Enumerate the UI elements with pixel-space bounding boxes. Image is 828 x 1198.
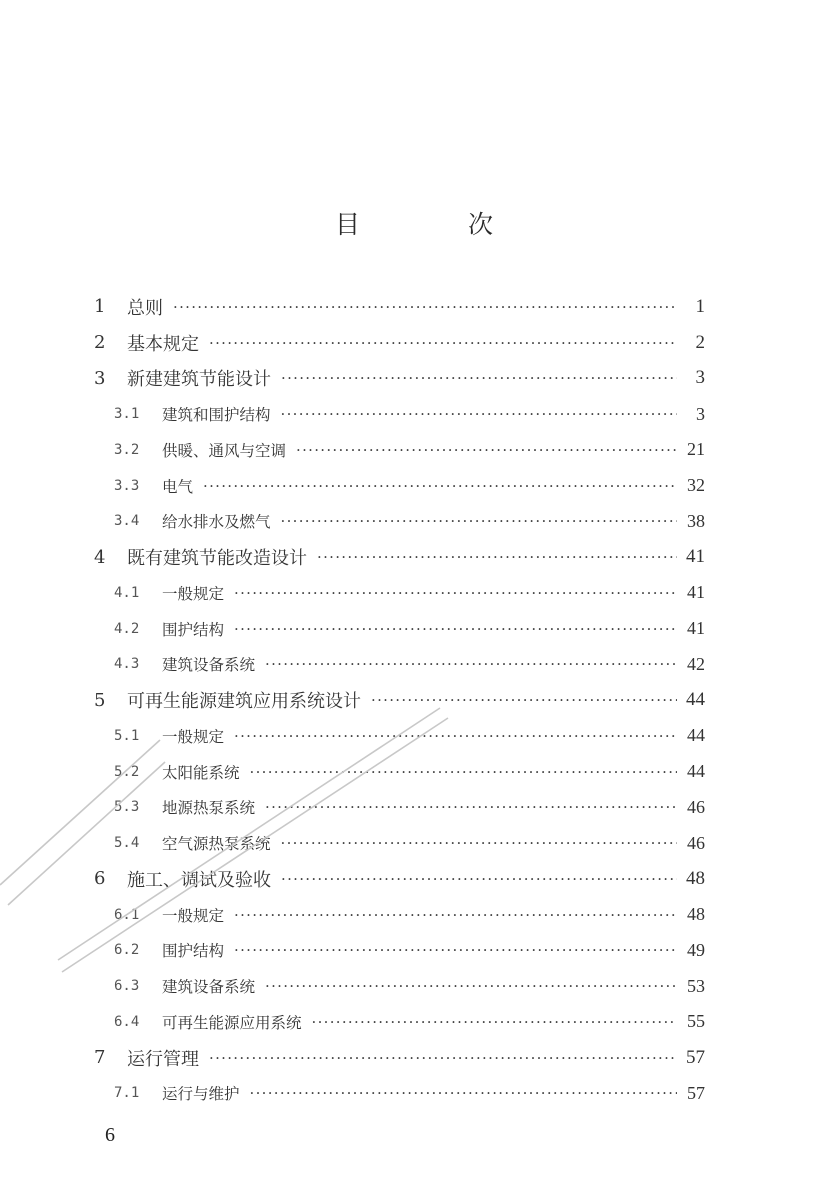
toc-entry-number: 5 [94, 689, 106, 711]
toc-entry-page: 21 [687, 439, 705, 460]
toc-entry-number: 4 [94, 546, 106, 568]
toc-leader-dots [234, 611, 677, 647]
toc-entry-page: 41 [686, 546, 705, 568]
toc-entry-number: 6 [94, 868, 106, 890]
toc-leader-dots [317, 539, 677, 575]
toc-entry-page: 2 [695, 331, 705, 353]
toc-entry-label: 一般规定 [162, 727, 225, 746]
toc-leader-dots [281, 361, 677, 397]
toc-entry-label: 建筑和围护结构 [162, 406, 271, 425]
toc-entry[interactable] [94, 325, 705, 361]
toc-entry[interactable] [94, 682, 705, 718]
toc-entry-label: 总则 [127, 297, 163, 319]
toc-entry-page: 41 [687, 582, 705, 603]
toc-leader-dots [234, 933, 677, 969]
toc-entry-label: 太阳能系统 [162, 763, 240, 782]
toc-entry-number: 7.1 [114, 1085, 140, 1102]
toc-entry-number: 6.1 [114, 906, 140, 923]
toc-entry[interactable] [94, 289, 705, 325]
toc-entry-label: 给水排水及燃气 [162, 513, 271, 532]
toc-entry-page: 42 [687, 653, 705, 674]
toc-leader-dots [281, 504, 677, 540]
toc-entry-label: 电气 [162, 477, 194, 496]
toc-entry-label: 围护结构 [162, 620, 225, 639]
toc-entry[interactable] [94, 718, 705, 754]
toc-entry-page: 41 [687, 618, 705, 639]
toc-leader-dots [209, 325, 677, 361]
toc-leader-dots [265, 790, 677, 826]
toc-entry-page: 55 [687, 1011, 705, 1032]
toc-leader-dots [265, 968, 677, 1004]
toc-entry-page: 49 [687, 939, 705, 960]
toc-entry[interactable] [94, 432, 705, 468]
toc-entry-number: 5.4 [114, 835, 140, 852]
toc-entry-label: 既有建筑节能改造设计 [127, 548, 307, 570]
toc-entry-page: 38 [687, 510, 705, 531]
page-number: 6 [105, 1124, 115, 1146]
toc-entry[interactable] [94, 611, 705, 647]
toc-leader-dots [234, 718, 677, 754]
toc-entry-label: 围护结构 [162, 942, 225, 961]
toc-entry-number: 4.3 [114, 656, 140, 673]
toc-entry-number: 7 [94, 1047, 106, 1069]
toc-entry[interactable] [94, 1076, 705, 1112]
toc-entry-page: 44 [687, 725, 705, 746]
toc-leader-dots [203, 468, 677, 504]
toc-entry[interactable] [94, 539, 705, 575]
toc-entry-label: 运行与维护 [162, 1085, 240, 1104]
toc-entry-number: 3.3 [114, 477, 140, 494]
toc-entry-number: 1 [94, 296, 106, 318]
toc-entry-page: 32 [687, 475, 705, 496]
toc-entry[interactable] [94, 1004, 705, 1040]
toc-entry-label: 可再生能源建筑应用系统设计 [127, 691, 361, 713]
toc-entry[interactable] [94, 861, 705, 897]
toc-entry-number: 2 [94, 332, 106, 354]
toc-entry-number: 3 [94, 367, 106, 389]
toc-entry-number: 5.3 [114, 799, 140, 816]
toc-leader-dots [173, 289, 677, 325]
toc-leader-dots [234, 575, 677, 611]
toc-entry[interactable] [94, 968, 705, 1004]
toc-entry[interactable] [94, 790, 705, 826]
toc-entry-label: 空气源热泵系统 [162, 835, 271, 854]
toc-entry-label: 可再生能源应用系统 [162, 1013, 302, 1032]
toc-entry-page: 46 [687, 832, 705, 853]
toc-entry-page: 3 [695, 367, 705, 389]
toc-entry-label: 施工、调试及验收 [127, 869, 271, 891]
toc-leader-dots [250, 754, 677, 790]
toc-entry[interactable] [94, 468, 705, 504]
toc-entry-number: 6.4 [114, 1013, 140, 1030]
toc-entry[interactable] [94, 647, 705, 683]
table-of-contents [94, 289, 705, 1111]
toc-entry-number: 3.1 [114, 406, 140, 423]
toc-entry-number: 6.2 [114, 942, 140, 959]
toc-entry-page: 57 [686, 1046, 705, 1068]
toc-entry-number: 4.1 [114, 584, 140, 601]
toc-leader-dots [281, 825, 677, 861]
toc-entry-page: 44 [687, 761, 705, 782]
toc-leader-dots [312, 1004, 677, 1040]
toc-entry-page: 3 [696, 403, 705, 424]
toc-entry[interactable] [94, 825, 705, 861]
toc-entry-page: 53 [687, 975, 705, 996]
toc-entry-page: 44 [686, 689, 705, 711]
toc-entry-label: 供暖、通风与空调 [162, 441, 287, 460]
toc-leader-dots [250, 1076, 677, 1112]
toc-leader-dots [296, 432, 677, 468]
toc-entry-number: 4.2 [114, 620, 140, 637]
toc-leader-dots [371, 682, 677, 718]
toc-entry[interactable] [94, 897, 705, 933]
toc-entry-page: 48 [686, 867, 705, 889]
toc-entry-number: 5.1 [114, 727, 140, 744]
toc-entry-label: 基本规定 [127, 333, 199, 355]
toc-leader-dots [234, 897, 677, 933]
toc-entry-label: 运行管理 [127, 1048, 199, 1070]
toc-entry-number: 5.2 [114, 763, 140, 780]
toc-entry-label: 建筑设备系统 [162, 978, 256, 997]
toc-entry[interactable] [94, 933, 705, 969]
toc-entry[interactable] [94, 361, 705, 397]
toc-leader-dots [281, 861, 677, 897]
toc-entry-label: 建筑设备系统 [162, 656, 256, 675]
toc-leader-dots [281, 396, 677, 432]
toc-entry-page: 46 [687, 796, 705, 817]
toc-entry-number: 3.4 [114, 513, 140, 530]
toc-entry-label: 一般规定 [162, 584, 225, 603]
toc-leader-dots [265, 647, 677, 683]
toc-entry-page: 57 [687, 1082, 705, 1103]
toc-entry[interactable] [94, 1040, 705, 1076]
toc-entry[interactable] [94, 575, 705, 611]
toc-entry-number: 6.3 [114, 978, 140, 995]
page-title: 目 次 [335, 210, 543, 239]
toc-entry-number: 3.2 [114, 441, 140, 458]
toc-entry-label: 地源热泵系统 [162, 799, 256, 818]
toc-leader-dots [209, 1040, 677, 1076]
toc-entry[interactable] [94, 396, 705, 432]
toc-entry-label: 新建建筑节能设计 [127, 369, 271, 391]
toc-entry-label: 一般规定 [162, 906, 225, 925]
toc-entry[interactable] [94, 754, 705, 790]
toc-entry-page: 1 [695, 295, 705, 317]
toc-entry[interactable] [94, 504, 705, 540]
toc-entry-page: 48 [687, 904, 705, 925]
